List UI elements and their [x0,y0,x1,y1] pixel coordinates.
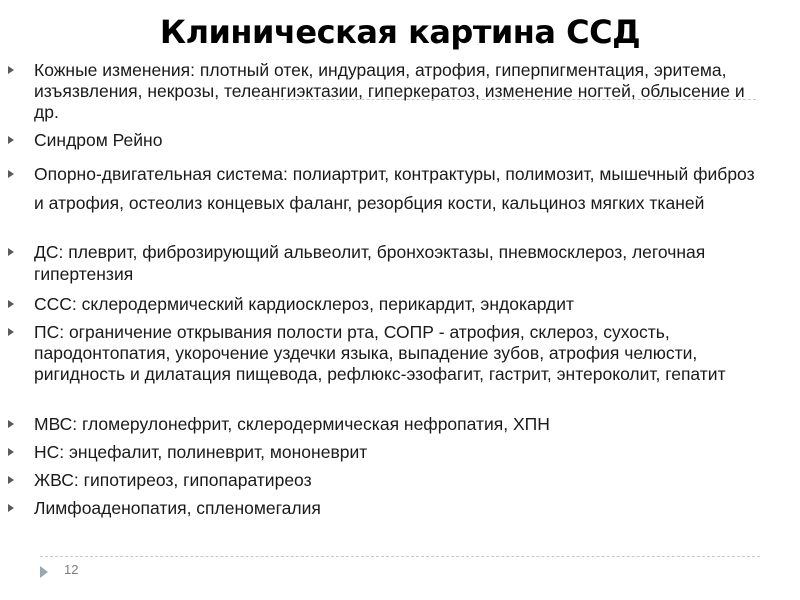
page-number: 12 [64,562,79,577]
bullet-text: НС: энцефалит, полиневрит, мононеврит [34,442,368,462]
triangle-bullet-icon [8,448,14,456]
bullet-item-digestive [34,322,764,385]
triangle-bullet-icon [8,248,14,256]
bullet-item-endocrine [34,469,764,491]
triangle-bullet-icon [8,328,14,336]
bullet-item-cardiovascular [34,293,764,315]
bullet-text: ПС: ограничение открывания полости рта, СОПР - атрофия, склероз, сухость, пародонтопатия, укорочение уздечки языка, выпадение зубов, атрофия челюсти, ригидность и дилатация пищевода, рефлюкс-эзофагит, гастрит, энтероколит, гепатит [34,322,726,384]
footer-divider [40,556,760,557]
bullet-text: Кожные изменения: плотный отек, индурация, атрофия, гиперпигментация, эритема, изъязвления, некрозы, телеангиэктазии, гиперкератоз, изменение ногтей, облысение и др. [34,60,745,122]
triangle-bullet-icon [8,476,14,484]
bullet-item-urinary [34,413,764,435]
bullet-text: Синдром Рейно [34,130,163,150]
bullet-item-lymphatic [34,497,764,519]
bullet-item-raynaud [34,130,764,151]
bullet-text: Опорно-двигательная система: полиартрит, контрактуры, полимозит, мышечный фиброз и атрофия, остеолиз концевых фаланг, резорбция кости, кальциноз мягких тканей [34,164,755,213]
triangle-bullet-icon [8,420,14,428]
bullet-item-musculoskeletal [34,160,764,218]
text-divider [256,99,756,100]
bullet-item-nervous [34,441,764,463]
bullet-text: ЖВС: гипотиреоз, гипопаратиреоз [34,470,312,490]
bullet-text: Лимфоаденопатия, спленомегалия [34,498,321,518]
bullet-item-skin [34,60,764,123]
bullet-item-respiratory [34,241,764,285]
bullet-text: ДС: плеврит, фиброзирующий альвеолит, бронхоэктазы, пневмосклероз, легочная гипертензия [34,242,706,284]
triangle-arrow-icon [40,566,48,578]
triangle-bullet-icon [8,300,14,308]
triangle-bullet-icon [8,170,14,178]
bullet-text: ССС: склеродермический кардиосклероз, перикардит, эндокардит [34,294,575,314]
triangle-bullet-icon [8,504,14,512]
bullet-text: МВС: гломерулонефрит, склеродермическая нефропатия, ХПН [34,414,550,434]
triangle-bullet-icon [8,66,14,74]
triangle-bullet-icon [8,136,14,144]
slide-title: Клиническая картина ССД [159,13,641,51]
